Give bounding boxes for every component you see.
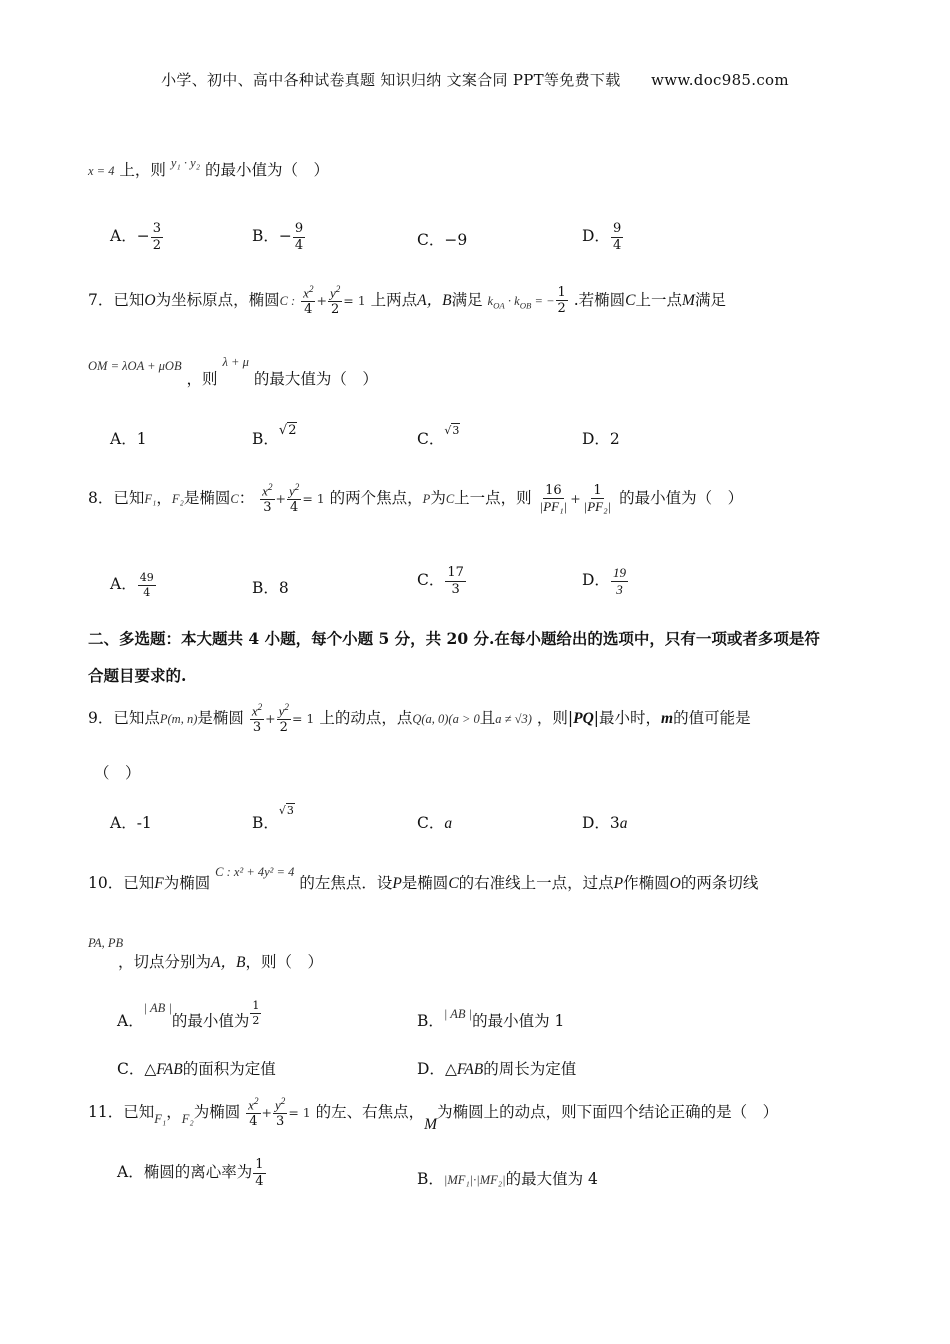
fraction: $\frac{17}{3}$ [447,565,464,597]
fraction: $\frac{x^2}{4}$ [303,284,314,317]
fraction: $\frac{3}{2}$ [152,221,161,253]
q9-option-d: D．3a [582,814,628,832]
q6-text2: 的最小值为（ ） [204,161,329,179]
fraction: $\frac{y^2}{3}$ [274,1096,286,1129]
q10-option-a: A．| AB |的最小值为 $\frac{1}{2}$ [117,999,260,1030]
fraction: $\frac{9}{4}$ [294,221,304,253]
q10-option-c: C．△FAB的面积为定值 [117,1060,276,1078]
q7-stem: 7．已知O为坐标原点，椭圆C : $\frac{x^2}{4}$ + $\frac{y^2}{2}$ = 1 上两点A，B满足 $k_{OA} \cdot k_{OB}$ = − $\frac{1}{2}$ .若椭圆C上一点M满足 [88,284,726,317]
section-2-heading: 二、多选题：本大题共 4 小题，每个小题 5 分，共 20 分.在每小题给出的选项中，只有一项或者多项是符 [88,629,820,648]
q6-option-a: A．− $\frac{3}{2}$ [110,221,161,253]
option-label: A． [110,227,137,246]
fraction: $\frac{y^2}{2}$ [278,702,289,735]
q8-option-a: A． $\frac{49}{4}$ [110,571,154,599]
q8-option-d: D． $\frac{19}{3}$ [582,565,626,597]
q7-option-d: D．2 [582,430,620,448]
fraction: $\frac{19}{3}$ [612,565,626,597]
q10-stem-line2: PA, PB ，切点分别为A，B，则（ ） [88,936,323,971]
fraction: $\frac{y^2}{2}$ [329,284,341,317]
q10-option-b: B．| AB |的最小值为 1 [417,1007,565,1030]
q7-option-c: C．√3 [417,424,460,448]
q6-math-x: x = 4 [88,164,115,178]
fraction: $\frac{x^2}{4}$ [248,1096,259,1129]
q8-option-c: C． $\frac{17}{3}$ [417,565,464,597]
fraction: $\frac{1}{2}$ [557,284,566,317]
fraction: $\frac{x^2}{3}$ [251,702,263,735]
q9-stem: 9．已知点P(m, n)是椭圆 $\frac{x^2}{3}$ + $\frac{y^2}{2}$ = 1 上的动点，点Q(a, 0)(a > 0且a ≠ √3) ，则|PQ|最小时，m的值可能是 [88,702,751,735]
q11-option-b: B．|MF₁|·|MF₂|的最大值为 4 [417,1170,598,1188]
fraction: $\frac{1}{\text{|PF₂|}}$ [583,482,612,515]
q6-text: 上，则 [119,161,166,179]
q10-stem: 10．已知F为椭圆 C : x² + 4y² = 4 的左焦点．设P是椭圆C的右准线上一点，过点P作椭圆O的两条切线 [88,865,759,892]
q6-option-d [582,222,624,252]
option-label: C． [417,231,445,249]
q7-option-b: B．√2 [252,423,297,448]
q7-option-a: A．1 [110,430,147,448]
q9-paren: （ ） [94,764,141,782]
q11-option-a: A．椭圆的离心率为 $\frac{1}{4}$ [117,1157,264,1189]
page-header: 小学、初中、高中各种试卷真题 知识归纳 文案合同 PPT等免费下载 www.doc985.com [161,71,789,89]
option-text: −9 [444,231,468,249]
q6-continuation [88,156,329,179]
q8-option-b: B．8 [252,579,289,597]
fraction: $\frac{x^2}{3}$ [262,482,273,515]
q6-math-y: y₁ · y₂ [170,156,201,170]
fraction: $\frac{16}{\text{|PF₁|}}$ [539,482,568,515]
q6-option-c [417,233,467,249]
fraction: $\frac{9}{4}$ [612,221,622,253]
option-label: B． [252,227,279,246]
q9-option-c: C．a [417,814,453,832]
fraction: $\frac{49}{4}$ [139,571,154,599]
fraction: $\frac{1}{2}$ [252,999,260,1027]
q11-stem: 11．已知$_{F_1}$，$_{F_2}$为椭圆 $\frac{x^2}{4}$ + $\frac{y^2}{3}$ = 1 的左、右焦点，M为椭圆上的动点，则下面四个结论正确的是（ ） [88,1096,779,1133]
q9-option-b: B．√3 [252,804,294,832]
q6-option-b: B．− $\frac{9}{4}$ [252,221,304,253]
q9-option-a: A．-1 [110,814,152,832]
q10-option-d: D．△FAB的周长为定值 [417,1060,577,1078]
q8-stem: 8．已知F₁，F₂是椭圆C： $\frac{x^2}{3}$ + $\frac{y^2}{4}$ = 1 的两个焦点，P为C上一点，则 $\frac{16}{\text{|PF₁|}}$ + $\frac{1}{\text{|PF₂|}}$ 的最小值为（ ） [88,482,744,515]
option-label: D． [582,227,610,246]
q7-stem-line2: $^{OM = \lambda OA + \mu OB}$ ，则 $^{\lambda + \mu}$ 的最大值为（ ） [88,355,378,388]
fraction: $\frac{1}{4}$ [255,1157,264,1189]
section-2-heading-line2: 合题目要求的. [88,666,187,685]
fraction: $\frac{y^2}{4}$ [288,482,300,515]
